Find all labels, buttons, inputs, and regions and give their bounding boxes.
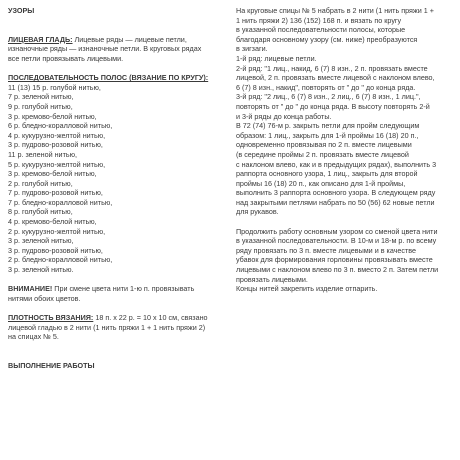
instruction-line: (в середине проймы 2 п. провязать вместе лицевой	[236, 149, 409, 159]
stockinette-text: Лицевые ряды — лицевые петли,	[72, 34, 187, 44]
instruction-line: 6 (7) 8 изн., накид", повторять от " до " до конца ряда.	[236, 82, 416, 92]
density-text: 18 п. х 22 р. = 10 х 10 см, связано	[93, 313, 208, 322]
instruction-line: 1-й ряд: лицевые петли.	[236, 53, 317, 63]
instruction-line: убавок для формирования горловины провязывать вместе	[236, 255, 433, 265]
spacer	[236, 217, 454, 227]
stripe-item: 7 р. пудрово-розовой нитью,	[8, 188, 103, 198]
execution-heading: ВЫПОЛНЕНИЕ РАБОТЫ	[8, 360, 95, 370]
stripe-item: 4 р. кремово-белой нитью,	[8, 217, 97, 227]
stockinette-line: изнаночные ряды — изнаночные петли. В круговых рядах	[8, 44, 202, 54]
stripe-item: 3 р. пудрово-розовой нитью,	[8, 245, 103, 255]
stripe-item: 3 р. кремово-белой нитью,	[8, 169, 97, 179]
instruction-line: В 72 (74) 76-м р. закрыть петли для пройм следующим	[236, 121, 420, 131]
stripe-item: 3 р. пудрово-розовой нитью,	[8, 140, 103, 150]
density-paragraph	[8, 313, 226, 342]
instruction-line: благодаря основному узору (см. ниже) преобразуются	[236, 34, 418, 44]
spacer	[8, 351, 226, 361]
instruction-line: образом: 1 лиц., закрыть для 1-й проймы 16 (18) 20 п.,	[236, 130, 419, 140]
instruction-line: 2-й ряд: "1 лиц., накид, 6 (7) 8 изн., 2 п. провязать вместе	[236, 63, 428, 73]
instructions-block-b	[236, 227, 454, 294]
attention-text: При смене цвета нити 1-ю п. провязывать	[52, 284, 195, 294]
stockinette-line: все петли провязывать лицевыми.	[8, 53, 124, 63]
stripe-item: 3 р. кремово-белой нитью,	[8, 111, 97, 121]
instruction-line: лицевыми с наклоном влево по 3 п. вместо 2 п. Затем петли	[236, 265, 439, 275]
spacer	[8, 303, 226, 313]
instruction-line: для рукавов.	[236, 207, 279, 217]
instruction-line: лицевой, 2 п. провязать вместе лицевой с наклоном влево,	[236, 73, 435, 83]
instruction-line: в указанной последовательности. В 10-м и 18-м р. по всему	[236, 236, 437, 246]
stripe-item: 2 р. голубой нитью,	[8, 178, 73, 188]
instruction-line: в указанной последовательности полосы, которые	[236, 25, 406, 35]
density-line: лицевой гладью в 2 нити (1 нить пряжи 1 + 1 нить пряжи 2)	[8, 322, 206, 332]
attention-label: ВНИМАНИЕ!	[8, 284, 53, 294]
instruction-line: выполнить 3 раппорта основного узора. В следующем ряду	[236, 188, 436, 198]
instruction-line: и 3-й ряды до конца работы.	[236, 111, 332, 121]
stripe-item: 3 р. зеленой нитью.	[8, 265, 74, 275]
density-label: ПЛОТНОСТЬ ВЯЗАНИЯ:	[8, 313, 94, 322]
instruction-line: в зигзаги.	[236, 44, 268, 54]
instruction-line: На круговые спицы № 5 набрать в 2 нити (1 нить пряжи 1 +	[236, 6, 434, 15]
stripes-list	[8, 83, 226, 275]
right-column	[236, 6, 454, 294]
section-title-patterns: УЗОРЫ	[8, 6, 35, 15]
attention-line: нитями обоих цветов.	[8, 293, 81, 303]
stockinette-paragraph	[8, 35, 226, 64]
instruction-line: ряду провязать по 3 п. вместе лицевыми и в качестве	[236, 245, 417, 255]
stripe-item: 5 р. кукурузно-желтой нитью,	[8, 159, 106, 169]
density-line: на спицах № 5.	[8, 332, 59, 342]
stripe-item: 7 р. зеленой нитью,	[8, 92, 74, 102]
stripe-item: 11 р. зеленой нитью,	[8, 149, 77, 159]
instructions-block-a	[236, 6, 454, 217]
instruction-line: раппорта основного узора, 1 лиц., закрыть для второй	[236, 169, 418, 179]
stripe-item: 9 р. голубой нитью,	[8, 101, 73, 111]
instruction-line: повторять от " до " до конца ряда. В высоту повторять 2-й	[236, 101, 430, 111]
stripe-item: 7 р. бледно-коралловой нитью,	[8, 197, 113, 207]
instruction-line: проймы 16 (18) 20 п., как описано для 1-й проймы,	[236, 178, 406, 188]
spacer	[8, 342, 226, 352]
stripe-item: 6 р. бледно-коралловой нитью,	[8, 121, 113, 131]
stripe-item: 8 р. голубой нитью,	[8, 207, 73, 217]
attention-paragraph	[8, 284, 226, 303]
instruction-line: 3-й ряд: "2 лиц., 6 (7) 8 изн., 2 лиц., 6 (7) 8 изн., 1 лиц.",	[236, 92, 421, 102]
spacer	[8, 64, 226, 74]
spacer	[8, 16, 226, 26]
spacer	[8, 25, 226, 35]
stripe-item: 11 (13) 15 р. голубой нитью,	[8, 82, 101, 92]
instruction-line: с наклоном влево, как и в предыдущих рядах), выполнить 3	[236, 159, 437, 169]
instruction-line: 1 нить пряжи 2) 136 (152) 168 п. и вязать по кругу	[236, 15, 402, 25]
stripe-item: 3 р. зеленой нитью,	[8, 236, 74, 246]
spacer	[8, 275, 226, 285]
stripes-heading: ПОСЛЕДОВАТЕЛЬНОСТЬ ПОЛОС (ВЯЗАНИЕ ПО КРУГУ):	[8, 73, 209, 83]
instruction-line: Продолжить работу основным узором со сменой цвета нити	[236, 226, 438, 236]
instruction-line: над закрытыми петлями набрать по 50 (56) 62 новые петли	[236, 197, 435, 207]
instruction-line: одновременно провязывая по 2 п. вместе лицевыми	[236, 140, 412, 150]
left-column	[8, 6, 226, 371]
stripe-item: 2 р. бледно-коралловой нитью,	[8, 255, 113, 265]
instruction-line: Концы нитей закрепить изделие отпарить.	[236, 284, 378, 294]
stripe-item: 2 р. кукурузно-желтой нитью,	[8, 226, 106, 236]
stripe-item: 4 р. кукурузно-желтой нитью,	[8, 130, 106, 140]
instruction-line: провязать лицевыми.	[236, 274, 308, 284]
stockinette-label: ЛИЦЕВАЯ ГЛАДЬ:	[8, 34, 73, 44]
